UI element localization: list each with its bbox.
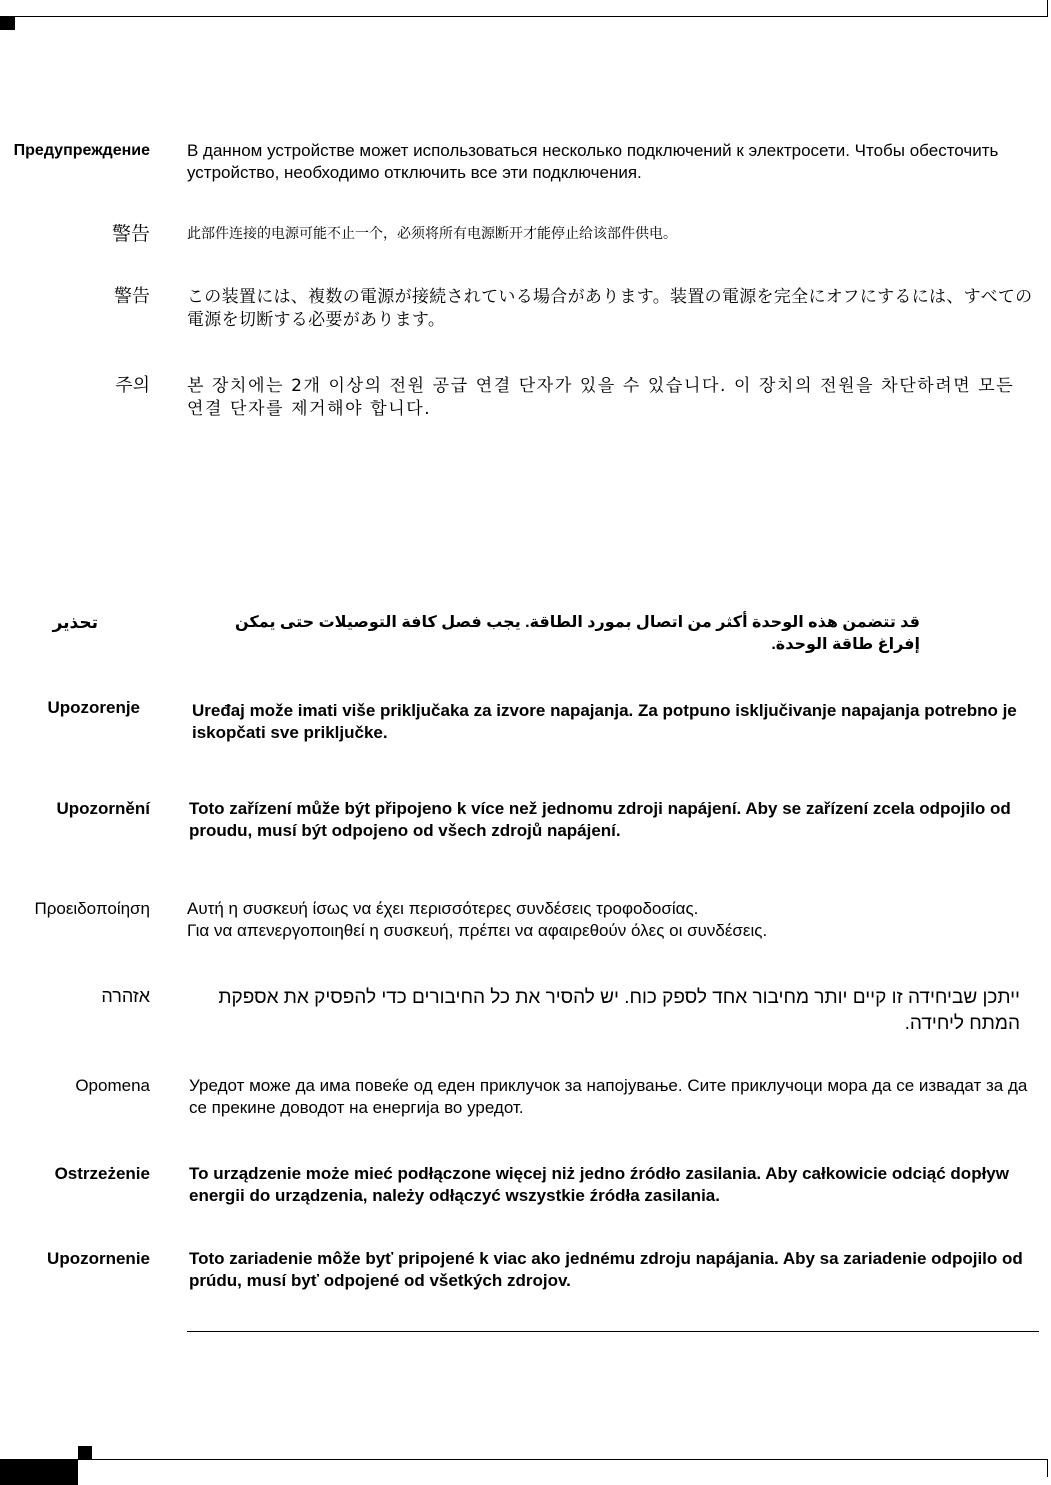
warning-text: この装置には、複数の電源が接続されている場合があります。装置の電源を完全にオフにするには、すべての電源を切断する必要があります。 — [187, 287, 1033, 330]
top-left-marker — [0, 17, 15, 30]
warning-label: Upozornění — [56, 799, 150, 818]
section-end-rule — [187, 1331, 1039, 1332]
warning-label: Ostrzeżenie — [54, 1164, 150, 1183]
warning-text: 此部件连接的电源可能不止一个，必须将所有电源断开才能停止给该部件供电。 — [187, 226, 677, 242]
top-rule — [0, 16, 1048, 17]
top-right-tick — [1047, 0, 1048, 17]
bottom-left-bar — [0, 1460, 78, 1485]
warning-text: Toto zariadenie môže byť pripojené k viac ako jednému zdroju napájania. Aby sa zariadenie odpojilo od prúdu, musí byť odpojené od všetkých zdrojov. — [189, 1249, 1023, 1290]
warning-text: 본 장치에는 2개 이상의 전원 공급 연결 단자가 있을 수 있습니다. 이 장치의 전원을 차단하려면 모든 연결 단자를 제거해야 합니다. — [187, 376, 1015, 419]
warning-label: Opomena — [75, 1076, 150, 1095]
warning-text: В данном устройстве может использоваться несколько подключений к электросети. Чтобы обесточить устройство, необходимо отключить все эти подключения. — [187, 141, 999, 182]
bottom-rule — [0, 1459, 1048, 1460]
warning-label: Προειδοποίηση — [34, 899, 150, 918]
warning-text: قد تتضمن هذه الوحدة أكثر من اتصال بمورد الطاقة. يجب فصل كافة التوصيلات حتى يمكن إفراغ طاقة الوحدة. — [235, 614, 920, 653]
bottom-marker — [78, 1446, 92, 1459]
warning-text: To urządzenie może mieć podłączone więcej niż jedno źródło zasilania. Aby całkowicie odciąć dopływ energii do urządzenia, należy odłączyć wszystkie źródła zasilania. — [189, 1164, 1009, 1205]
warning-label: Upozorenje — [47, 698, 140, 717]
warning-text: Toto zařízení může být připojeno k více než jednomu zdroji napájení. Aby se zařízení zcela odpojilo od proudu, musí být odpojeno od všech zdrojů napájení. — [189, 799, 1011, 840]
warning-label: 警告 — [111, 223, 150, 245]
warning-label: Upozornenie — [47, 1249, 150, 1268]
warning-label: אזהרה — [101, 986, 150, 1006]
bottom-right-tick — [1047, 1459, 1048, 1477]
warning-label: 警告 — [114, 286, 150, 307]
warning-label: 주의 — [115, 375, 150, 396]
warning-text: Uređaj može imati više priključaka za izvore napajanja. Za potpuno isključivanje napajanja potrebno je iskopčati sve priključke. — [192, 701, 1017, 742]
warning-label: تحذير — [52, 613, 98, 632]
warning-text: Уредот може да има повеќе од еден приклучок за напојување. Сите приклучоци мора да се извадат за да се прекине доводот на енергија во уредот. — [189, 1076, 1028, 1117]
warning-label: Предупреждение — [13, 142, 150, 159]
warning-text-line2: Για να απενεργοποιηθεί η συσκευή, πρέπει να αφαιρεθούν όλες οι συνδέσεις. — [187, 921, 768, 940]
warning-text: Αυτή η συσκευή ίσως να έχει περισσότερες συνδέσεις τροφοδοσίας. — [187, 899, 699, 918]
warning-text: ייתכן שביחידה זו קיים יותר מחיבור אחד לספק כוח. יש להסיר את כל החיבורים כדי להפסיק את אספקת המתח ליחידה. — [218, 987, 1020, 1034]
